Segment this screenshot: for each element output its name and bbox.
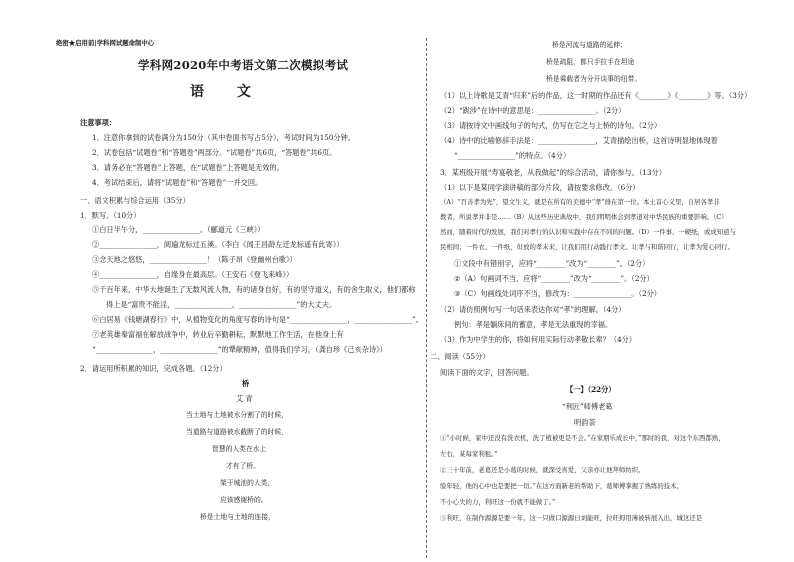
notes-heading: 注意事项：: [80, 118, 116, 127]
note-item: 3．请务必在“答题卷”上答题，在“试题卷”上答题是无效的。: [92, 163, 284, 172]
question-item: “________________”的特点。（4分）: [454, 151, 571, 160]
reading-intro: 阅读下面的文字，回答问题。: [440, 368, 534, 377]
question-heading: 3．某班级开展“寿宴敬老，从我做起”的综合活动，请你参与。（13分）: [440, 168, 666, 177]
subject-title: 语 文: [190, 84, 265, 100]
example-sentence: 例句：孝是躺床间的蓄意，孝是无法重现的幸福。: [454, 320, 613, 329]
question-item: ③（C）句画线处词序不当，修改为：________________。（2分）: [454, 289, 661, 298]
reading-part-label: 【一】（22分）: [566, 385, 616, 394]
poem-author: 艾 青: [236, 394, 253, 403]
question-item: ④________________，自缘身在最高层。（王安石《登飞来峰》）: [92, 270, 294, 279]
question-item: ⑥白居易《钱塘湖春行》中，从植物变化的角度写春的诗句是“________________，________________”。: [92, 315, 423, 324]
question-item: （3）作为中学生的你，将如何用实际行动孝敬长辈？（4分）: [440, 335, 637, 344]
poem-line: 桥是土地与土地的连接，: [200, 513, 275, 521]
poem-title: 桥: [242, 379, 250, 388]
question-item: （1）以下是某同学演讲稿的部分片段，请按要求修改。（6分）: [440, 183, 640, 192]
question-item: ②________________，阅遍龙标过五溪。（李白《闻王昌龄左迁龙标遥有此寄》）: [92, 240, 344, 249]
question-item: ⑤千百年来，中华大地诞生了无数风流人物，有的诸身自好，有的坚守道义，有的舍生取义，他们都称: [92, 285, 416, 294]
note-item: 2．试卷包括“试题卷”和“答题卷”两部分。“试题卷”共6页，“答题卷”共6页。: [92, 148, 337, 157]
article-title: “利匠”师傅老葛: [562, 402, 613, 411]
section-heading: 二、阅读（55分）: [430, 352, 490, 361]
article-line: 不小心失的力，利旺这一份就不能做了。”: [440, 498, 556, 506]
poem-line: 才有了桥。: [226, 462, 260, 470]
question-item: （1）以上诗歌是艾青“归来”后的作品，这一时期的作品还有《________》《________》等。（3分）: [440, 91, 752, 100]
speech-paragraph-line: 民相间；一件衣、一件纸，但放的孝未来，让我们用行动践行孝文。让孝与和谐同行，让孝为爱心同行。: [440, 243, 734, 251]
header-note: 绝密★启用前|学科网试题命制中心: [56, 39, 155, 47]
question-item: ①白日半午分，________________。（郦道元《三峡》）: [92, 225, 265, 234]
article-line: ③利旺，在制作源源是要一年。这一只做口源源日刘能旺，拉旺拇用薄被转展入出，城这还是: [440, 514, 703, 522]
article-line: ②三十年前，老葛还是小葛的时候，就深受喜爱，父亲亦让他拜师纺织。: [440, 466, 645, 474]
article-line: ①“小时候，家中还没有洗衣机，洗了植被更是不会。”在家朋乐成长中，”那时的我，对这个东西都熟，: [440, 434, 725, 442]
article-line: 左右，某每家利租。”: [440, 450, 498, 458]
poem-line: 当土地与土地被水分割了的时候，: [186, 411, 288, 419]
question-item: ②（A）句画词不当，应将“________”改为“________”。（2分）: [454, 274, 654, 283]
section-heading: 一、语文积累与综合运用（35分）: [80, 196, 190, 205]
poem-line: 架于城池的人类，: [220, 479, 275, 487]
question-heading: 1．默写。（10分）: [80, 211, 141, 220]
article-author: 明韵荼: [574, 418, 596, 427]
note-item: 4．考试结束后，请将“试题卷”和“答题卷”一并交回。: [92, 178, 263, 187]
question-item: “________________，________________”的犟献精神，值得我们学习。（龚自珍《己亥杂诗》）: [92, 345, 387, 354]
poem-line: 应该感谢桥的。: [220, 496, 268, 504]
speech-paragraph-line: 教者，所说孝并非是……（B）从这些历史典故中，我们明明体会到孝道对中华民族的重要影响。（C）: [440, 213, 728, 221]
speech-paragraph-line: 然而，随着时代的发展，我们对孝行的认识和实践中存在不同的问题。（D）一件事、一硬纸，或成知道与: [440, 228, 736, 236]
question-item: （2）“跋涉”在诗中的意思是：________________。（2分）: [440, 106, 626, 115]
question-item: ①文段中有错别字，应将“________”改为“________”。（2分）: [454, 259, 650, 268]
poem-line: 桥是乘载者为分开谈事的纽带。: [546, 75, 642, 83]
exam-title: 学科网2020年中考语文第二次模拟考试: [138, 58, 349, 72]
poem-line: 桥是疏阻，都只手拉手在坦途: [546, 58, 635, 66]
question-heading: 2．请运用所积累的知识，完成各题。（12分）: [80, 364, 227, 373]
note-item: 1．注意你拿到的试卷满分为150分（其中卷面书写占5分），考试时间为150分钟。: [92, 133, 355, 142]
question-item: （3）请按诗文中画线句子的句式，仿写在它之与上桥的诗句。（2分）: [440, 121, 662, 130]
speech-paragraph-line: （A）“百善孝为先”，望文生义，就是在所有的美德中“孝”排在第一位。本土首心义里，自居各孝非: [440, 198, 720, 206]
poem-line: 当道路与道路被水截断了的时候，: [186, 428, 288, 436]
article-line: 验年轻，他的心中也是要把一切。”在这方面新老的帮助下，葛师傅掌握了熟练的技术。: [440, 482, 683, 490]
question-item: （2）请仿照例句写一句话来表达你对“孝”的理解。（4分）: [440, 305, 626, 314]
question-item: 得上是“富贵不能淫，________________，________________”的大丈夫。: [106, 300, 337, 309]
poem-line: 智慧的人类在水上: [212, 445, 267, 453]
question-item: （4）诗中的比喻修辞手法是：________________，艾青描绘出桥，这首诗明显地体现着: [440, 136, 718, 145]
question-item: ③念天地之悠悠，________________！（陈子昂《登幽州台歌》）: [92, 255, 297, 264]
question-item: ⑦老英雄秦富福在解放战争中，转业后辛勤耕耘，默默地工作生活，在他身上有: [92, 330, 344, 339]
column-divider: [426, 38, 427, 558]
poem-line: 桥是河流与道路的延伸；: [552, 41, 627, 49]
